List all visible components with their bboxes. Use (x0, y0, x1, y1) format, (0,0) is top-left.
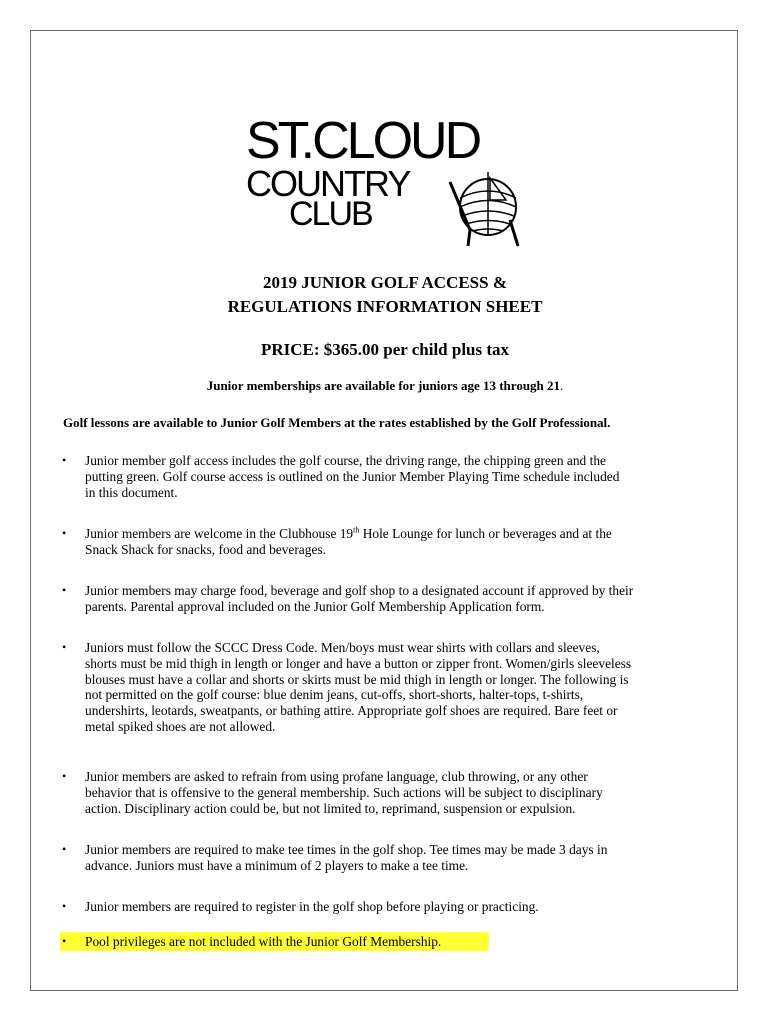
bullet-line: Junior members are required to register in the golf shop before playing or practicing. (85, 899, 539, 914)
bullet-icon: • (62, 769, 67, 783)
bullet-icon: • (62, 583, 67, 597)
bullet-line: Junior member golf access includes the golf course, the driving range, the chipping green and the (85, 453, 606, 468)
bullet-line: undershirts, leotards, sweatpants, or bathing attire. Appropriate golf shoes are required. Bare feet or (85, 703, 618, 719)
bullet-line: metal spiked shoes are not allowed. (85, 718, 276, 734)
bullet-line: Snack Shack for snacks, food and beverages. (85, 541, 326, 557)
bullet-line: shorts must be mid thigh in length or longer and have a button or zipper front. Women/girls sleeveless (85, 655, 632, 671)
club-logo (244, 110, 528, 250)
bullet-line: Junior members are asked to refrain from using profane language, club throwing, or any other (85, 769, 588, 784)
golf-lessons-line: Golf lessons are available to Junior Golf Members at the rates established by the Golf Professional. (63, 415, 611, 430)
price-line: PRICE: $365.00 per child plus tax (260, 340, 510, 359)
bullet-line: parents. Parental approval included on the Junior Golf Membership Application form. (85, 598, 545, 614)
document-title-line1: 2019 JUNIOR GOLF ACCESS & (262, 273, 507, 292)
bullet-line: blouses must have a collar and shorts or skirts must be mid thigh in length or longer. The following is (85, 671, 629, 687)
bullet-line: action. Disciplinary action could be, but not limited to, reprimand, suspension or expulsion. (85, 800, 576, 816)
bullet-line: putting green. Golf course access is outlined on the Junior Member Playing Time schedule included (85, 468, 620, 484)
bullet-text (85, 934, 703, 950)
bullet-line: Juniors must follow the SCCC Dress Code. Men/boys must wear shirts with collars and sleeves, (85, 640, 600, 655)
bullet-line: behavior that is offensive to the general membership. Such actions will be subject to disciplinary (85, 784, 603, 800)
bullet-icon: • (62, 640, 67, 654)
bullet-icon: • (62, 453, 67, 467)
bullet-text (85, 526, 703, 558)
bullet-line: in this document. (85, 484, 178, 500)
logo-text-line1: ST.CLOUD (246, 112, 480, 170)
bullet-line: Junior members are required to make tee times in the golf shop. Tee times may be made 3 days in (85, 842, 608, 857)
bullet-text (85, 640, 703, 735)
bullet-icon: • (62, 934, 67, 948)
bullet-line-part: Hole Lounge for lunch or beverages and at the (359, 526, 612, 541)
bullet-text (85, 899, 703, 915)
bullet-line: Junior members may charge food, beverage and golf shop to a designated account if approved by their (85, 583, 634, 598)
bullet-text (85, 842, 703, 874)
bullet-icon: • (62, 899, 67, 913)
junior-age-line (0, 377, 770, 395)
bullet-text (85, 583, 703, 615)
bullet-line (85, 526, 703, 542)
junior-age-text: Junior memberships are available for juniors age 13 through 21 (206, 378, 561, 393)
bullet-icon: • (62, 842, 67, 856)
bullet-line-part: Junior members are welcome in the Clubhouse 19 (85, 526, 354, 541)
document-title-line2: REGULATIONS INFORMATION SHEET (227, 297, 543, 316)
logo-text-line2: COUNTRY (246, 163, 410, 204)
ordinal-suffix: th (353, 525, 360, 535)
bullet-icon: • (62, 526, 67, 540)
bullet-text (85, 453, 703, 500)
junior-age-period: . (560, 378, 564, 393)
bullet-line: not permitted on the golf course: blue denim jeans, cut-offs, short-shorts, halter-tops, t-shirts, (85, 687, 584, 703)
logo-text-line3: CLUB (289, 195, 372, 233)
bullet-line: advance. Juniors must have a minimum of 2 players to make a tee time. (85, 857, 469, 873)
bullet-text (85, 769, 703, 816)
bullet-line: Pool privileges are not included with the Junior Golf Membership. (85, 934, 442, 949)
sailboat-globe-emblem (450, 172, 518, 246)
